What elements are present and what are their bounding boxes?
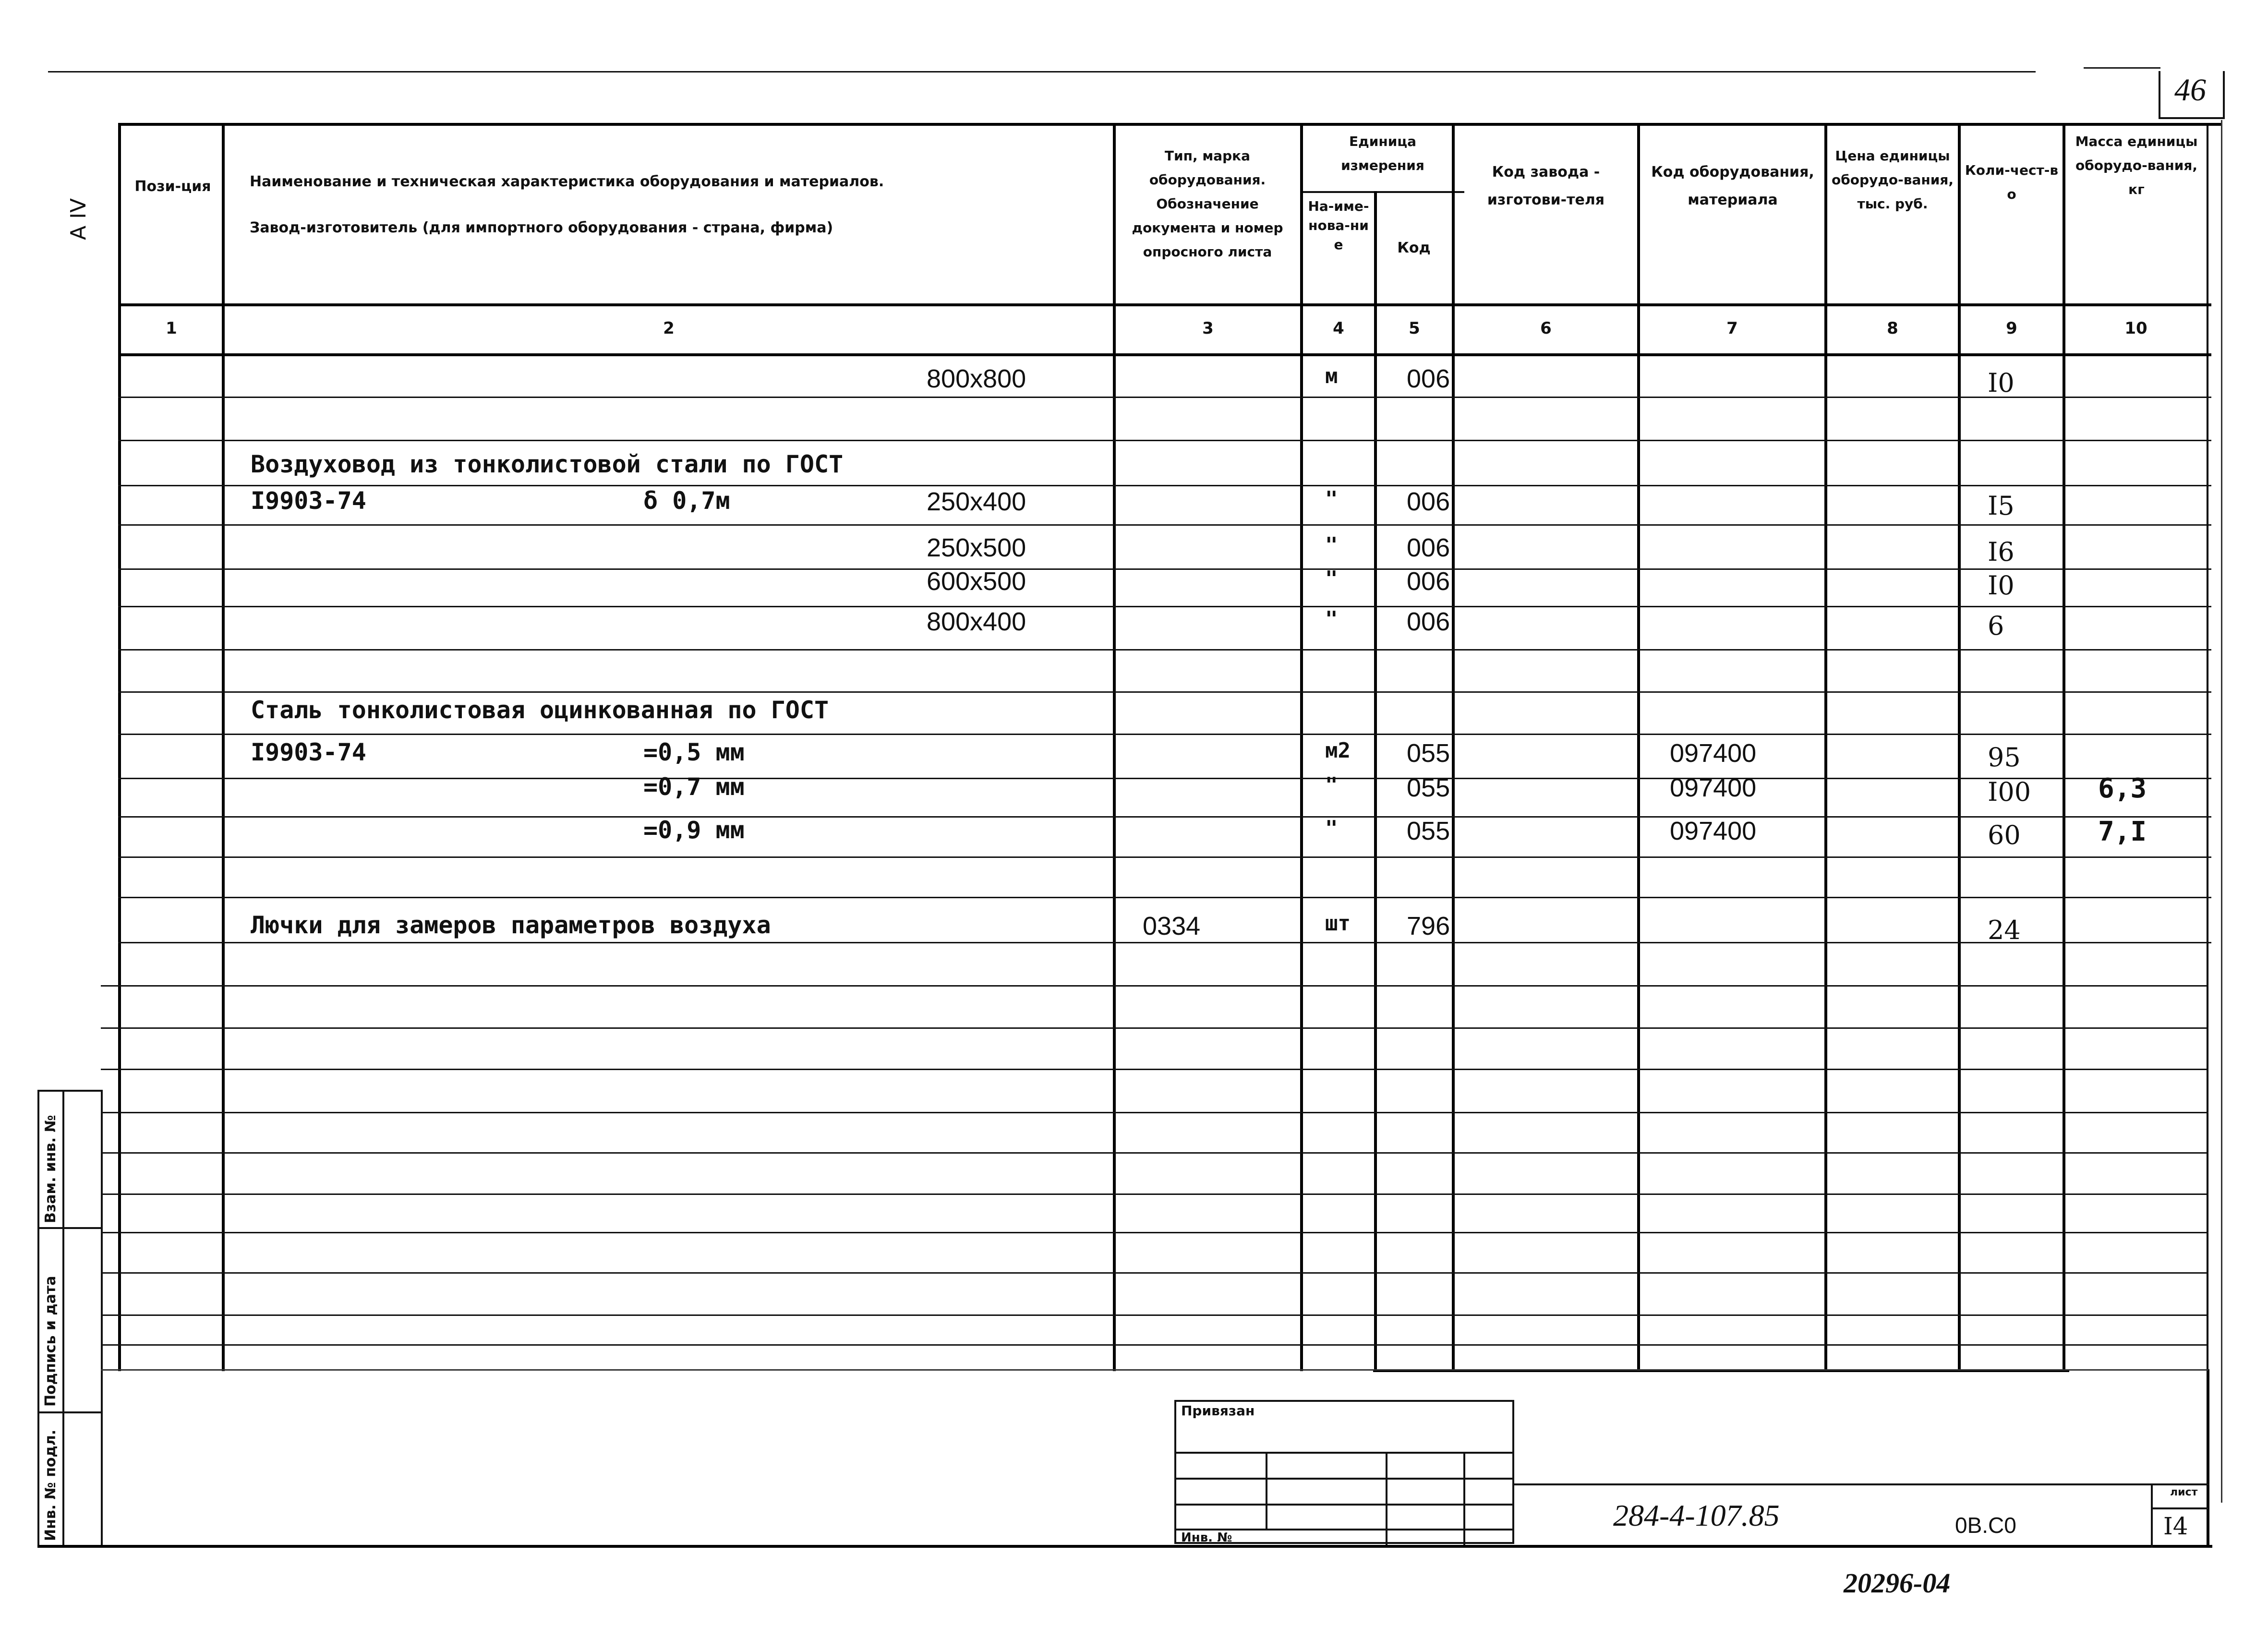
vline-6	[1637, 123, 1640, 1371]
header-type: Тип, марка оборудования. Обозначение документа и номер опросного листа	[1132, 148, 1283, 260]
unit-name: "	[1325, 607, 1338, 631]
quantity: 24	[1988, 915, 2021, 945]
unit-name: шт	[1325, 911, 1351, 936]
top-left-mark: А IV	[66, 198, 91, 240]
frame-upper	[101, 1369, 2208, 1371]
header-unit-code: Код	[1397, 240, 1431, 256]
doc-code: 284-4-107.85	[1613, 1498, 1780, 1532]
header-unit: Единица измерения	[1341, 133, 1424, 173]
quantity: 6	[1988, 611, 2004, 641]
unit-code: 006	[1407, 567, 1450, 596]
privyazan-label: Привязан	[1181, 1403, 1255, 1419]
vline-3	[1300, 123, 1303, 1371]
item-name: Сталь тонколистовая оцинкованная по ГОСТ	[251, 696, 829, 724]
header-equipment-code: Код оборудования, материала	[1651, 164, 1814, 208]
item-thickness: =0,7 мм	[643, 773, 745, 801]
item-thickness: =0,9 мм	[643, 816, 745, 844]
frame-bottom	[37, 1545, 2212, 1548]
row-line	[118, 606, 2211, 607]
column-number: 3	[1202, 319, 1214, 338]
unit-code: 055	[1407, 739, 1450, 768]
row-line	[101, 1027, 2208, 1029]
unit-code: 006	[1407, 364, 1450, 393]
row-line	[101, 985, 2208, 987]
column-number: 6	[1540, 319, 1552, 338]
row-line	[101, 1193, 2208, 1195]
title-sheet-line	[2151, 1507, 2208, 1509]
quantity: I00	[1988, 777, 2031, 807]
inv-label: Инв. №	[1181, 1531, 1232, 1545]
side-strip-right	[101, 1090, 103, 1546]
vline-10	[2207, 123, 2208, 1371]
row-line	[118, 816, 2211, 818]
row-line	[101, 1232, 2208, 1233]
equipment-code: 097400	[1670, 817, 1757, 845]
privyazan-v2	[1386, 1452, 1387, 1545]
frame-right	[2207, 1369, 2209, 1548]
top-rule-dash	[2084, 67, 2160, 69]
bottom-number: 20296-04	[1844, 1567, 1951, 1599]
row-line	[101, 1344, 2208, 1346]
table-top	[118, 123, 2221, 126]
row-line	[118, 778, 2211, 779]
unit-name: "	[1325, 533, 1338, 557]
item-type: 0334	[1143, 912, 1201, 940]
quantity: I5	[1988, 491, 2015, 521]
unit-name: "	[1325, 773, 1338, 797]
unit-code: 055	[1407, 817, 1450, 845]
sheet-number: I4	[2163, 1512, 2188, 1540]
item-name: I9903-74	[251, 738, 366, 766]
row-line	[118, 856, 2211, 858]
header-mass: Масса единицы оборудо-вания, кг	[2075, 133, 2198, 197]
column-number: 5	[1409, 319, 1420, 338]
quantity: I0	[1988, 570, 2015, 601]
header-name-line1: Наименование и техническая характеристика оборудования и материалов.	[250, 173, 884, 190]
stamp-left-cell: 0В.С0	[1955, 1513, 2016, 1538]
vline-9	[2063, 123, 2065, 1371]
side-strip-div2	[37, 1411, 102, 1413]
header-unit-name: На-име-нова-ние	[1308, 198, 1369, 253]
item-thickness: =0,5 мм	[643, 738, 745, 766]
row-line	[101, 1314, 2208, 1316]
header-name-line2: Завод-изготовитель (для импортного оборудования - страна, фирма)	[250, 219, 833, 236]
column-number: 9	[2006, 319, 2017, 338]
page-number: 46	[2174, 72, 2206, 108]
item-name: I9903-74	[251, 487, 366, 515]
row-line	[118, 734, 2211, 735]
privyazan-v3	[1463, 1452, 1465, 1545]
unit-name: "	[1325, 487, 1338, 511]
header-factory-code: Код завода - изготови-теля	[1487, 164, 1605, 208]
row-line	[118, 485, 2211, 486]
item-name: Лючки для замеров параметров воздуха	[251, 911, 771, 939]
equipment-code: 097400	[1670, 773, 1757, 802]
unit-name: м2	[1325, 738, 1351, 763]
column-number: 10	[2124, 319, 2147, 338]
side-label-vzam: Взам. инв. №	[42, 1115, 59, 1223]
row-line	[118, 397, 2211, 398]
quantity: 60	[1988, 820, 2021, 850]
side-strip-mid	[62, 1090, 64, 1546]
header-quantity: Коли-чест-во	[1965, 162, 2059, 202]
row-line	[101, 1152, 2208, 1154]
side-strip-div1	[37, 1227, 102, 1229]
quantity: I6	[1988, 537, 2015, 567]
unit-code: 006	[1407, 533, 1450, 562]
side-label-podpis: Подпись и дата	[42, 1276, 59, 1407]
column-number: 1	[166, 319, 177, 338]
unit-code: 006	[1407, 487, 1450, 516]
header-position: Пози-ция	[134, 178, 211, 195]
item-size: 600x500	[927, 567, 1026, 596]
unit-code: 796	[1407, 912, 1450, 940]
row-line	[101, 1112, 2208, 1113]
row-line	[118, 691, 2211, 693]
unit-mass: 6,3	[2098, 773, 2147, 804]
vline-2	[1113, 123, 1116, 1371]
column-number: 8	[1887, 319, 1898, 338]
unit-code: 055	[1407, 773, 1450, 802]
quantity: 95	[1988, 742, 2021, 772]
row-line	[101, 1069, 2208, 1070]
top-rule	[48, 71, 2036, 72]
unit-name: "	[1325, 566, 1338, 591]
colnum-bottom	[118, 353, 2211, 356]
column-number: 4	[1333, 319, 1344, 338]
vline-0	[118, 123, 121, 1371]
row-line	[118, 897, 2211, 898]
item-size: 800x400	[927, 607, 1026, 636]
row-line	[118, 942, 2211, 943]
unit-mass: 7,I	[2098, 816, 2147, 847]
header-price: Цена единицы оборудо-вания, тыс. руб.	[1832, 148, 1954, 212]
row-line	[118, 524, 2211, 526]
item-size: 250x400	[927, 487, 1026, 516]
row-line	[118, 649, 2211, 651]
unit-code: 006	[1407, 607, 1450, 636]
title-block-top	[1514, 1483, 2209, 1485]
side-strip-top	[37, 1090, 102, 1092]
side-strip-left	[37, 1090, 39, 1546]
header-bottom	[118, 303, 2211, 306]
unit-name: "	[1325, 816, 1338, 841]
sheet-label: лист	[2170, 1486, 2198, 1498]
title-sheet-divider	[2151, 1483, 2153, 1548]
vline-8	[1958, 123, 1961, 1371]
row-line	[118, 568, 2211, 570]
equipment-code: 097400	[1670, 739, 1757, 768]
item-size: 800x800	[927, 364, 1026, 393]
unit-name: м	[1325, 364, 1338, 388]
vline-5	[1452, 123, 1455, 1371]
vline-4	[1374, 191, 1377, 1372]
item-thickness: δ 0,7м	[643, 487, 730, 515]
item-size: 250x500	[927, 533, 1026, 562]
vline-1	[222, 123, 225, 1371]
right-border	[2221, 120, 2222, 1503]
column-number: 2	[663, 319, 675, 338]
vline-7	[1824, 123, 1827, 1371]
item-name: Воздуховод из тонколистовой стали по ГОСТ	[251, 450, 844, 478]
side-label-inv-podl: Инв. № подл.	[42, 1429, 59, 1541]
row-line	[118, 440, 2211, 441]
quantity: I0	[1988, 368, 2015, 398]
row-line	[101, 1272, 2208, 1274]
privyazan-v1	[1266, 1452, 1267, 1529]
column-number: 7	[1726, 319, 1738, 338]
unit-subheader-line	[1303, 191, 1464, 193]
